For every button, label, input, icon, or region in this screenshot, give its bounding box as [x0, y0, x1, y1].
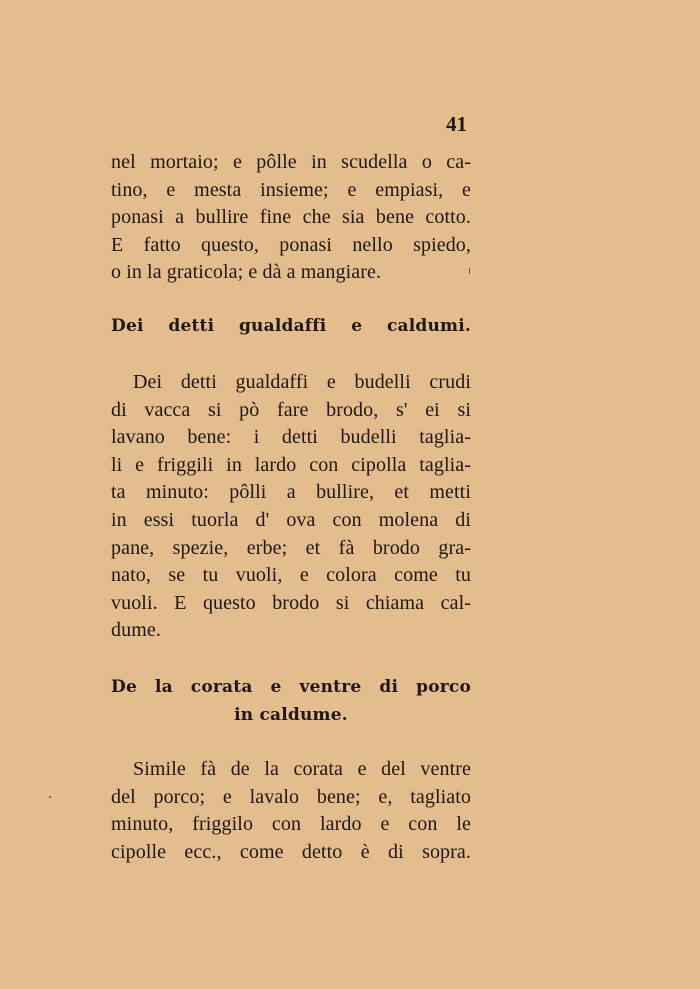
text-line: nel mortaio; e pôlle in scudella o ca- — [111, 151, 471, 173]
text-line: dume. — [111, 619, 161, 642]
text-line: lavano bene: i detti budelli taglia- — [111, 426, 471, 449]
heading-line: in caldume. — [234, 704, 348, 725]
text-line: di vacca si pò fare brodo, s' ei si — [111, 398, 471, 421]
section-heading-2 — [111, 674, 471, 729]
text-line: tino, e mesta insieme; e empiasi, e — [111, 178, 471, 201]
text-line: Simile fà de la corata e del ventre — [133, 758, 471, 780]
text-line: li e friggili in lardo con cipolla taglia- — [111, 453, 471, 476]
page-number: 41 — [446, 112, 467, 136]
text-line: del porco; e lavalo bene; e, tagliato — [111, 785, 471, 808]
text-line: o in la graticola; e dà a mangiare. — [111, 261, 382, 284]
text-line: minuto, friggilo con lardo e con le — [111, 813, 471, 836]
heading-line: Dei detti gualdaffi e caldumi. — [111, 316, 471, 336]
text-line: pane, spezie, erbe; et fà brodo gra- — [111, 536, 471, 559]
paragraph-3 — [111, 756, 471, 866]
paper-speck — [469, 268, 470, 274]
heading-line: De la corata e ventre di porco — [111, 677, 471, 697]
text-line: vuoli. E questo brodo si chiama cal- — [111, 591, 471, 614]
text-line: nato, se tu vuoli, e colora come tu — [111, 564, 471, 587]
section-heading-1 — [111, 313, 471, 341]
text-line: E fatto questo, ponasi nello spiedo, — [111, 233, 471, 256]
paragraph-1 — [111, 149, 471, 287]
paragraph-2 — [111, 369, 471, 645]
text-line: in essi tuorla d' ova con molena di — [111, 508, 471, 531]
text-line: ta minuto: pôlli a bullire, et metti — [111, 481, 471, 504]
text-line: ponasi a bullire fine che sia bene cotto. — [111, 206, 471, 229]
paper-speck — [49, 796, 51, 798]
text-line: Dei detti gualdaffi e budelli crudi — [133, 371, 471, 393]
text-line: cipolle ecc., come detto è di sopra. — [111, 840, 471, 863]
